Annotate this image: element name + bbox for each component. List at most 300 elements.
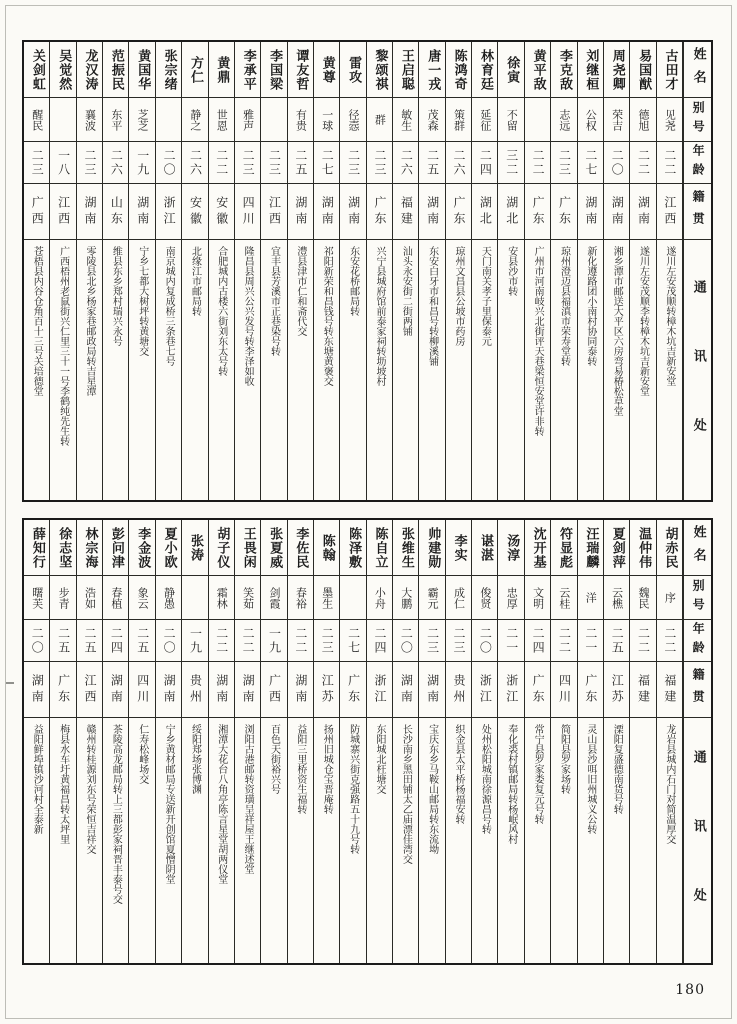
origin-cell: 湖南 <box>604 184 629 240</box>
age-cell: 二四 <box>103 620 128 662</box>
address-cell: 澧县津市仁和斋代交 <box>294 246 306 336</box>
origin-cell: 湖南 <box>24 662 49 718</box>
person-column <box>446 520 472 963</box>
address-cell: 兴宁县城府馆前泰家祠转坜坡村 <box>373 246 385 386</box>
name-cell: 关剑虹 <box>24 42 49 98</box>
address-cell: 龙岩县城内石门对简温厚交 <box>663 724 675 844</box>
name-cell: 胡子仪 <box>209 520 234 576</box>
age-cell: 一八 <box>50 142 75 184</box>
address-cell: 宁乡黄材邮局专送新开创馆夏憎阴堂 <box>163 724 175 884</box>
origin-cell: 广东 <box>578 662 603 718</box>
address-cell: 遂川左安茂顺转樟木坑吉新安堂 <box>663 246 675 386</box>
alias-cell: 志远 <box>551 98 576 142</box>
origin-cell: 江西 <box>261 184 286 240</box>
alias-cell: 醒民 <box>24 98 49 142</box>
person-column <box>182 42 208 500</box>
alias-cell: 曙芙 <box>24 576 49 620</box>
address-cell: 北缘江市邮局转 <box>189 246 201 316</box>
alias-cell: 东平 <box>103 98 128 142</box>
person-column <box>261 42 287 500</box>
age-cell: 二五 <box>129 620 154 662</box>
origin-cell: 广东 <box>525 662 550 718</box>
address-cell: 益阳三里桥资生福转 <box>294 724 306 814</box>
name-cell: 帅建勋 <box>419 520 444 576</box>
age-cell: 二〇 <box>472 620 497 662</box>
address-cell: 浏阳古港邮转资璜呈祥屋王继述堂 <box>242 724 254 874</box>
address-cell: 湘潭大花台八角亭陈言星堂胡两仪堂 <box>215 724 227 884</box>
age-cell: 二五 <box>604 620 629 662</box>
address-cell: 祁阳新荣和昌钱号转东塘黄褒交 <box>321 246 333 386</box>
age-cell: 二二 <box>235 620 260 662</box>
header-origin: 籍贯 <box>684 184 711 240</box>
alias-cell: 一球 <box>314 98 339 142</box>
alias-cell: 步青 <box>50 576 75 620</box>
person-column <box>340 520 366 963</box>
age-cell: 二五 <box>50 620 75 662</box>
address-cell: 安县沙市转 <box>505 246 517 296</box>
page-number: 180 <box>675 982 705 998</box>
alias-cell: 径悫 <box>340 98 365 142</box>
person-column <box>103 520 129 963</box>
person-column <box>393 42 419 500</box>
alias-cell: 雅声 <box>235 98 260 142</box>
address-cell: 苍梧县内谷仓角百十三号关培德堂 <box>31 246 43 396</box>
person-column <box>630 42 656 500</box>
origin-cell: 湖南 <box>288 662 313 718</box>
name-cell: 汪瑞麟 <box>578 520 603 576</box>
name-cell: 黄国华 <box>129 42 154 98</box>
person-column <box>50 42 76 500</box>
origin-cell: 湖南 <box>314 184 339 240</box>
age-cell: 二三 <box>314 620 339 662</box>
origin-cell: 浙江 <box>498 662 523 718</box>
age-cell: 二〇 <box>156 142 181 184</box>
person-column <box>209 520 235 963</box>
person-column <box>657 42 683 500</box>
age-cell: 二七 <box>340 620 365 662</box>
alias-cell: 成仁 <box>446 576 471 620</box>
person-column <box>578 42 604 500</box>
address-cell: 南京城内复成桥三条巷七号 <box>163 246 175 366</box>
age-cell: 二三 <box>551 142 576 184</box>
age-cell: 二三 <box>419 620 444 662</box>
name-cell: 符显彪 <box>551 520 576 576</box>
alias-cell: 浩如 <box>77 576 102 620</box>
alias-cell: 大鹏 <box>393 576 418 620</box>
origin-cell: 福建 <box>393 184 418 240</box>
age-cell: 二六 <box>182 142 207 184</box>
person-column <box>498 42 524 500</box>
alias-cell <box>50 98 75 142</box>
address-cell: 溧阳复盛德南货号转 <box>611 724 623 814</box>
address-cell: 奉化裘村镇邮局转杨岷风村 <box>505 724 517 844</box>
origin-cell: 福建 <box>657 662 682 718</box>
age-cell: 二一 <box>498 620 523 662</box>
header-age: 年龄 <box>684 620 711 662</box>
name-cell: 胡赤民 <box>657 520 682 576</box>
name-cell: 徐寅 <box>498 42 523 98</box>
age-cell: 二二 <box>657 142 682 184</box>
header-name: 姓名 <box>684 42 711 98</box>
age-cell: 一九 <box>182 620 207 662</box>
address-cell: 天门南关孝子里保泰元 <box>479 246 491 346</box>
address-cell: 防城寨兴街克强路五十九号转 <box>347 724 359 854</box>
origin-cell: 湖南 <box>630 184 655 240</box>
directory-table-bottom <box>22 518 713 965</box>
person-column <box>182 520 208 963</box>
name-cell: 王畏闲 <box>235 520 260 576</box>
name-cell: 彭问津 <box>103 520 128 576</box>
alias-cell: 序 <box>657 576 682 620</box>
name-cell: 龙汉涛 <box>77 42 102 98</box>
age-cell: 二三 <box>235 142 260 184</box>
age-cell: 二三 <box>77 142 102 184</box>
person-column <box>235 42 261 500</box>
person-column <box>525 520 551 963</box>
person-column <box>630 520 656 963</box>
address-cell: 琼州文昌县公坡市药房 <box>453 246 465 346</box>
origin-cell: 广西 <box>24 184 49 240</box>
header-address: 通讯处 <box>690 279 706 487</box>
person-column <box>156 520 182 963</box>
alias-cell: 象云 <box>129 576 154 620</box>
person-column <box>235 520 261 963</box>
header-age: 年龄 <box>684 142 711 184</box>
address-cell: 益阳鲜埠镇沙河村全泰新 <box>31 724 43 834</box>
alias-cell: 策群 <box>446 98 471 142</box>
origin-cell: 山东 <box>103 184 128 240</box>
origin-cell: 浙江 <box>367 662 392 718</box>
person-column <box>367 520 393 963</box>
name-cell: 易国猷 <box>630 42 655 98</box>
age-cell: 二七 <box>314 142 339 184</box>
name-cell: 李佐民 <box>288 520 313 576</box>
name-cell: 李国梁 <box>261 42 286 98</box>
name-cell: 刘继桓 <box>578 42 603 98</box>
name-cell: 李实 <box>446 520 471 576</box>
origin-cell: 湖南 <box>156 662 181 718</box>
address-cell: 灵山县沙咡旧州城义公转 <box>584 724 596 834</box>
address-cell: 湘乡潭市邮送大平区六房弯易椿松草堂 <box>611 246 623 416</box>
person-column <box>261 520 287 963</box>
person-column <box>604 42 630 500</box>
address-cell: 广西梧州老鼠街兴仁里三十一号李鹤纯先生转 <box>57 246 69 446</box>
person-column <box>551 42 577 500</box>
address-cell: 赣州转桂源刘东号荣恒吉祥交 <box>84 724 95 854</box>
alias-cell: 茂森 <box>419 98 444 142</box>
origin-cell: 江西 <box>77 662 102 718</box>
person-column <box>419 520 445 963</box>
person-column <box>446 42 472 500</box>
age-cell: 二二 <box>657 620 682 662</box>
origin-cell: 江西 <box>50 184 75 240</box>
person-column <box>50 520 76 963</box>
name-cell: 陈翰 <box>314 520 339 576</box>
age-cell: 二五 <box>419 142 444 184</box>
origin-cell: 广东 <box>367 184 392 240</box>
name-cell: 汤淳 <box>498 520 523 576</box>
person-column <box>314 520 340 963</box>
alias-cell: 小舟 <box>367 576 392 620</box>
person-column <box>498 520 524 963</box>
age-cell: 二三 <box>24 142 49 184</box>
person-column <box>367 42 393 500</box>
name-cell: 黄平敌 <box>525 42 550 98</box>
name-cell: 周尧卿 <box>604 42 629 98</box>
alias-cell: 文明 <box>525 576 550 620</box>
name-cell: 林育廷 <box>472 42 497 98</box>
alias-cell: 春裕 <box>288 576 313 620</box>
alias-cell <box>525 98 550 142</box>
person-column <box>525 42 551 500</box>
age-cell: 二二 <box>551 620 576 662</box>
name-cell: 范振民 <box>103 42 128 98</box>
address-cell: 宜丰县芳溪市正巷染号转 <box>268 246 280 356</box>
alias-cell: 云桂 <box>551 576 576 620</box>
address-cell: 茶陵高龙邮局转上三都彭家祠晋丰泰号交 <box>110 724 122 904</box>
person-column <box>77 520 103 963</box>
alias-cell: 世恩 <box>209 98 234 142</box>
alias-cell: 敏生 <box>393 98 418 142</box>
person-column <box>472 520 498 963</box>
age-cell: 二六 <box>446 142 471 184</box>
person-column <box>314 42 340 500</box>
address-cell: 仁寿松峰场交 <box>136 724 148 784</box>
alias-cell: 不留 <box>498 98 523 142</box>
alias-cell: 静之 <box>182 98 207 142</box>
address-cell: 隆昌县周兴公兴发号转李泽如收 <box>242 246 254 386</box>
alias-cell: 霜林 <box>209 576 234 620</box>
name-cell: 黎颂祺 <box>367 42 392 98</box>
age-cell: 二三 <box>261 142 286 184</box>
age-cell: 二〇 <box>604 142 629 184</box>
age-cell: 二五 <box>288 142 313 184</box>
origin-cell: 广西 <box>261 662 286 718</box>
age-cell: 二二 <box>209 620 234 662</box>
person-column <box>156 42 182 500</box>
person-column <box>103 42 129 500</box>
name-cell: 李克敌 <box>551 42 576 98</box>
origin-cell: 江西 <box>657 184 682 240</box>
person-column <box>393 520 419 963</box>
address-cell: 宁乡七都大树坪转黄塘交 <box>136 246 148 356</box>
alias-cell <box>182 576 207 620</box>
name-cell: 温仲伟 <box>630 520 655 576</box>
name-cell: 沈开基 <box>525 520 550 576</box>
address-cell: 绥阳郑场张博渊 <box>189 724 201 794</box>
origin-cell: 湖南 <box>288 184 313 240</box>
person-column <box>340 42 366 500</box>
address-cell: 简阳县罗家场转 <box>558 724 570 794</box>
alias-cell: 静愚 <box>156 576 181 620</box>
age-cell: 二一 <box>578 620 603 662</box>
address-cell: 琼州澄迈县福滇市荣寿堂转 <box>558 246 570 366</box>
alias-cell: 有贵 <box>288 98 313 142</box>
age-cell: 二七 <box>578 142 603 184</box>
directory-table-top <box>22 40 713 502</box>
person-column <box>604 520 630 963</box>
origin-cell: 浙江 <box>472 662 497 718</box>
name-cell: 张维生 <box>393 520 418 576</box>
header-address: 通讯处 <box>690 750 706 957</box>
alias-cell <box>156 98 181 142</box>
origin-cell: 安徽 <box>182 184 207 240</box>
header-name: 姓名 <box>684 520 711 576</box>
name-cell: 雷攻 <box>340 42 365 98</box>
origin-cell: 湖南 <box>340 184 365 240</box>
name-cell: 林宗海 <box>77 520 102 576</box>
origin-cell: 四川 <box>129 662 154 718</box>
person-column <box>24 42 50 500</box>
address-cell: 维县东乡郑村瑞兴永号 <box>110 246 122 346</box>
age-cell: 二三 <box>367 142 392 184</box>
origin-cell: 福建 <box>630 662 655 718</box>
name-cell: 夏小欧 <box>156 520 181 576</box>
age-cell: 二四 <box>525 620 550 662</box>
alias-cell: 荣吉 <box>604 98 629 142</box>
address-cell: 梅县水车圩黄福昌转太坪里 <box>57 724 69 844</box>
alias-cell: 忠厚 <box>498 576 523 620</box>
alias-cell <box>261 98 286 142</box>
alias-cell: 群 <box>367 98 392 142</box>
origin-cell: 湖南 <box>419 662 444 718</box>
person-column <box>657 520 683 963</box>
origin-cell: 湖南 <box>419 184 444 240</box>
age-cell: 二二 <box>209 142 234 184</box>
alias-cell: 德旭 <box>630 98 655 142</box>
origin-cell: 湖北 <box>472 184 497 240</box>
alias-cell: 剑霞 <box>261 576 286 620</box>
alias-cell: 洋 <box>578 576 603 620</box>
name-cell: 薛知行 <box>24 520 49 576</box>
age-cell: 二二 <box>630 620 655 662</box>
origin-cell: 四川 <box>235 184 260 240</box>
person-column <box>288 42 314 500</box>
alias-cell: 见尧 <box>657 98 682 142</box>
origin-cell: 湖南 <box>129 184 154 240</box>
header-alias: 别号 <box>684 98 711 142</box>
alias-cell: 云樵 <box>604 576 629 620</box>
alias-cell: 俊贤 <box>472 576 497 620</box>
origin-cell: 湖南 <box>77 184 102 240</box>
header-column <box>683 42 711 500</box>
address-cell: 合肥城内古楼六街刘东太号转 <box>215 246 227 376</box>
origin-cell: 湖南 <box>235 662 260 718</box>
name-cell: 方仁 <box>182 42 207 98</box>
origin-cell: 广东 <box>50 662 75 718</box>
alias-cell: 春植 <box>103 576 128 620</box>
age-cell: 二三 <box>446 620 471 662</box>
name-cell: 吴觉然 <box>50 42 75 98</box>
origin-cell: 湖北 <box>498 184 523 240</box>
address-cell: 长沙南乡黑田铺太乙庙漂佳湾交 <box>400 724 412 864</box>
address-cell: 扬州旧城仓宝晋庵转 <box>321 724 333 814</box>
person-column <box>419 42 445 500</box>
person-column <box>24 520 50 963</box>
name-cell: 谌湛 <box>472 520 497 576</box>
age-cell: 二二 <box>525 142 550 184</box>
origin-cell: 广东 <box>446 184 471 240</box>
alias-cell: 延征 <box>472 98 497 142</box>
name-cell: 徐志坚 <box>50 520 75 576</box>
name-cell: 黄鼎 <box>209 42 234 98</box>
age-cell: 二二 <box>288 620 313 662</box>
person-column <box>578 520 604 963</box>
person-column <box>209 42 235 500</box>
origin-cell: 贵州 <box>182 662 207 718</box>
address-cell: 遂川左安茂顺李转樟木坑吉新安堂 <box>637 246 649 396</box>
alias-cell: 襄波 <box>77 98 102 142</box>
alias-cell: 笑茹 <box>235 576 260 620</box>
alias-cell: 公权 <box>578 98 603 142</box>
name-cell: 陈自立 <box>367 520 392 576</box>
origin-cell: 贵州 <box>446 662 471 718</box>
address-cell: 零陵县北乡杨家巷邮政局转吉星潭 <box>84 246 95 396</box>
person-column <box>129 520 155 963</box>
address-cell: 宝庆东乡马鞍山邮局转东流坳 <box>426 724 438 854</box>
age-cell: 一九 <box>129 142 154 184</box>
name-cell: 古田才 <box>657 42 682 98</box>
name-cell: 张涛 <box>182 520 207 576</box>
origin-cell: 江苏 <box>314 662 339 718</box>
person-column <box>472 42 498 500</box>
origin-cell: 浙江 <box>156 184 181 240</box>
age-cell: 二〇 <box>393 620 418 662</box>
age-cell: 二六 <box>393 142 418 184</box>
age-cell: 三二 <box>498 142 523 184</box>
name-cell: 谭友哲 <box>288 42 313 98</box>
origin-cell: 广东 <box>340 662 365 718</box>
address-cell: 织金县太平桥杨福安转 <box>453 724 465 824</box>
address-cell: 广州市河南岐兴北街评天巷梁恒安堂许非转 <box>532 246 544 436</box>
name-cell: 李承平 <box>235 42 260 98</box>
address-cell: 百色天街裕兴号 <box>268 724 280 794</box>
age-cell: 二四 <box>472 142 497 184</box>
age-cell: 二四 <box>367 620 392 662</box>
name-cell: 王启聪 <box>393 42 418 98</box>
person-column <box>551 520 577 963</box>
address-cell: 新化遵路团小南村协同泰转 <box>584 246 596 366</box>
origin-cell: 广东 <box>525 184 550 240</box>
origin-cell: 湖南 <box>209 662 234 718</box>
origin-cell: 江苏 <box>604 662 629 718</box>
name-cell: 夏剑萍 <box>604 520 629 576</box>
name-cell: 陈鸿奇 <box>446 42 471 98</box>
origin-cell: 湖南 <box>578 184 603 240</box>
alias-cell: 魏民 <box>630 576 655 620</box>
age-cell: 二五 <box>77 620 102 662</box>
age-cell: 二六 <box>103 142 128 184</box>
name-cell: 陈泽敷 <box>340 520 365 576</box>
address-cell <box>630 718 655 963</box>
header-origin: 籍贯 <box>684 662 711 718</box>
age-cell: 二〇 <box>24 620 49 662</box>
origin-cell: 湖南 <box>103 662 128 718</box>
address-cell: 东安花桥邮局转 <box>347 246 359 316</box>
origin-cell: 湖南 <box>393 662 418 718</box>
alias-cell: 墨生 <box>314 576 339 620</box>
name-cell: 李金波 <box>129 520 154 576</box>
header-alias: 别号 <box>684 576 711 620</box>
age-cell: 二三 <box>340 142 365 184</box>
person-column <box>288 520 314 963</box>
margin-mark <box>6 682 14 684</box>
name-cell: 张宗绪 <box>156 42 181 98</box>
person-column <box>77 42 103 500</box>
name-cell: 黄尊 <box>314 42 339 98</box>
address-cell: 东安白牙市和昌号转柳溪铺 <box>426 246 438 366</box>
address-cell: 汕头永安街二街两铺 <box>400 246 412 336</box>
